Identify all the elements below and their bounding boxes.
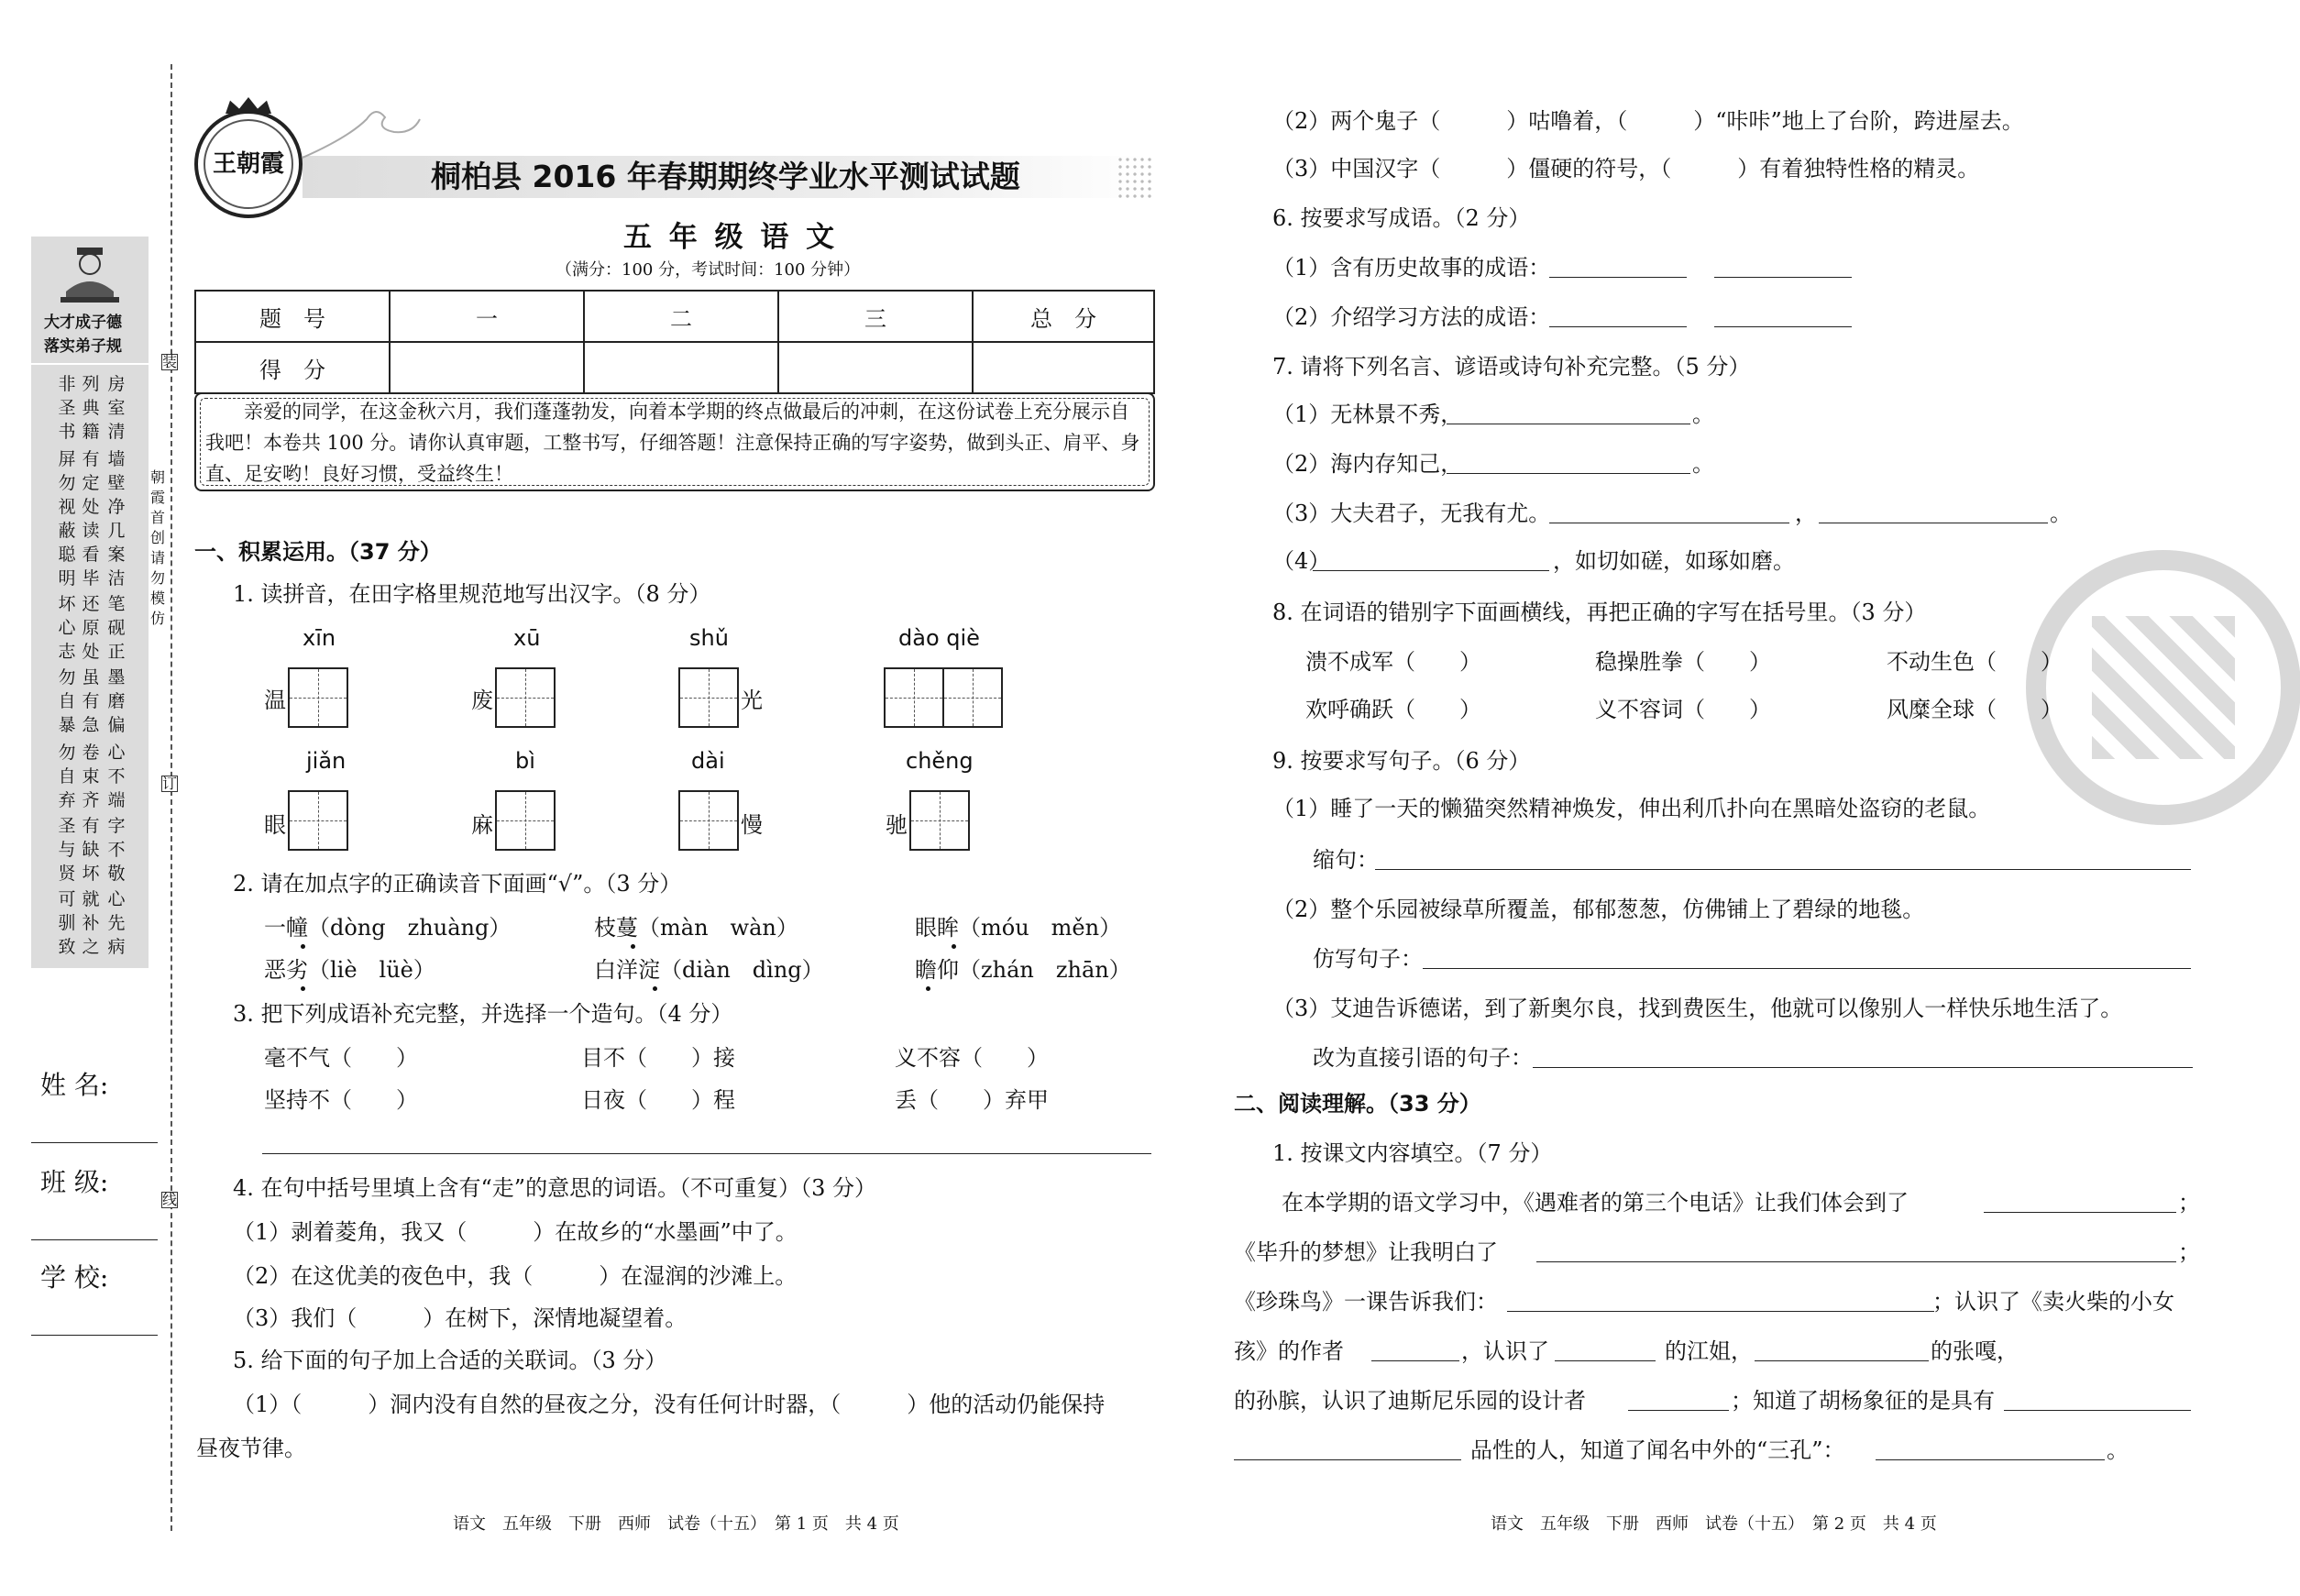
q7-item-tail: ，如切如磋，如琢如磨。 xyxy=(1553,548,1795,574)
q8-title: 8. 在词语的错别字下面画横线，再把正确的字写在括号里。（3 分） xyxy=(1272,600,1927,625)
q6-title: 6. 按要求写成语。（2 分） xyxy=(1272,205,1531,231)
score-header-cell: 二 xyxy=(584,291,778,342)
score-header-cell: 三 xyxy=(778,291,973,342)
char-before: 废 xyxy=(471,688,493,713)
sidebar-col: 字不敬 xyxy=(107,816,126,884)
q2-option[interactable]: 瞻仰（zhán zhān） xyxy=(915,957,1131,983)
pinyin-label: xū xyxy=(513,625,541,651)
q4-title: 4. 在句中括号里填上含有“走”的意思的词语。（不可重复）（3 分） xyxy=(233,1175,876,1201)
q7-period: 。 xyxy=(1692,451,1714,477)
q7-item: （4） xyxy=(1272,548,1331,574)
q8-item[interactable]: 欢呼确跃（ ） xyxy=(1305,697,1481,722)
q2-option[interactable]: 白洋淀（diàn dìng） xyxy=(594,957,824,983)
q8-item[interactable]: 不动生色（ ） xyxy=(1887,649,2063,675)
right-q5-item-3[interactable]: （3）中国汉字（ ）僵硬的符号，（ ）有着独特性格的精灵。 xyxy=(1272,156,1980,182)
para-answer-line[interactable] xyxy=(1234,1459,1461,1460)
score-cell[interactable] xyxy=(973,342,1154,393)
q2-option[interactable]: 眼眸（móu měn） xyxy=(915,915,1122,941)
q6-item: （1）含有历史故事的成语： xyxy=(1272,255,1551,281)
notice-text: 亲爱的同学，在这金秋六月，我们蓬蓬勃发，向着本学期的终点做最后的冲刺，在这份试卷上充分展示自我吧！本卷共 100 分。请你认真审题，工整书写，仔细答题！注意保持正确的写字姿势，做到头正、肩平、身直、足安哟！良好习惯，受益终生！ xyxy=(205,401,1140,485)
tianzige-box[interactable] xyxy=(884,667,944,728)
char-before: 麻 xyxy=(471,812,493,838)
seal-mark-zhuang: 装 xyxy=(162,353,178,370)
q9-answer-line[interactable] xyxy=(1533,1067,2193,1068)
q4-item[interactable]: （1）剥着菱角，我又（ ）在故乡的“水墨画”中了。 xyxy=(233,1219,798,1245)
tianzige-box[interactable] xyxy=(495,667,556,728)
sidebar-col: 勿自暴 xyxy=(58,667,76,735)
exam-subject: 五 年 级 语 文 xyxy=(623,221,839,254)
char-after: 慢 xyxy=(741,812,763,838)
q5-item-line1[interactable]: （1）（ ）洞内没有自然的昼夜之分，没有任何计时器，（ ）他的活动仍能保持 xyxy=(233,1392,1106,1417)
school-field[interactable] xyxy=(31,1335,158,1336)
para-answer-line[interactable] xyxy=(1371,1360,1459,1361)
para-answer-line[interactable] xyxy=(2004,1410,2191,1411)
para-line: 品性的人，知道了闻名中外的“三孔”： xyxy=(1470,1437,1845,1463)
tianzige-box[interactable] xyxy=(909,790,970,851)
q4-item[interactable]: （3）我们（ ）在树下，深情地凝望着。 xyxy=(233,1305,688,1331)
q3-item[interactable]: 日夜（ ）程 xyxy=(581,1087,735,1113)
sidebar-col: 坏心志 xyxy=(58,594,76,662)
para-line: 的孙膑，认识了迪斯尼乐园的设计者 xyxy=(1234,1388,1586,1414)
pinyin-label: chěng xyxy=(906,748,974,774)
notice-box xyxy=(194,392,1155,491)
q6-answer-line[interactable] xyxy=(1549,277,1687,278)
emphasis-dot xyxy=(301,986,305,991)
q2-option[interactable]: 枝蔓（màn wàn） xyxy=(594,915,798,941)
dot-pattern-decoration xyxy=(1117,156,1153,198)
pinyin-label: dài xyxy=(691,748,725,774)
right-q5-item-2[interactable]: （2）两个鬼子（ ）咕噜着，（ ）“咔咔”地上了台阶，跨进屋去。 xyxy=(1272,108,2024,134)
page-footer-left: 语文 五年级 下册 西师 试卷（十五） 第 1 页 共 4 页 xyxy=(453,1514,899,1534)
sidebar-col: 几案洁 xyxy=(107,521,126,589)
q7-item: （1）无林景不秀， xyxy=(1272,402,1463,427)
class-label: 班 级: xyxy=(40,1167,109,1197)
q4-item[interactable]: （2）在这优美的夜色中，我（ ）在湿润的沙滩上。 xyxy=(233,1263,798,1289)
para-line: 孩》的作者 xyxy=(1234,1338,1344,1364)
para-answer-line[interactable] xyxy=(1628,1410,1729,1411)
r-q1-title: 1. 按课文内容填空。（7 分） xyxy=(1272,1140,1553,1166)
para-semicolon: ； xyxy=(2178,1190,2200,1216)
pinyin-label: xīn xyxy=(303,625,336,651)
para-answer-line[interactable] xyxy=(1876,1459,2105,1460)
logo-crown-icon xyxy=(226,97,271,114)
sidebar-col: 虽有急 xyxy=(82,667,100,735)
q5-title: 5. 给下面的句子加上合适的关联词。（3 分） xyxy=(233,1348,667,1373)
pinyin-label: dào qiè xyxy=(898,625,980,651)
para-answer-line[interactable] xyxy=(1507,1311,1934,1312)
name-label: 姓 名: xyxy=(40,1070,109,1100)
q2-option[interactable]: 一幢（dòng zhuàng） xyxy=(264,915,512,941)
emphasis-dot xyxy=(653,986,657,991)
q5-item-line2: 昼夜节律。 xyxy=(196,1436,306,1461)
para-answer-line[interactable] xyxy=(1555,1360,1656,1361)
q9-item: （2）整个乐园被绿草所覆盖，郁郁葱葱，仿佛铺上了碧绿的地毯。 xyxy=(1272,897,1925,922)
score-header-cell: 题 号 xyxy=(195,291,390,342)
para-line: 在本学期的语文学习中，《遇难者的第三个电话》让我们体会到了 xyxy=(1282,1190,1909,1216)
score-row-label: 得 分 xyxy=(195,342,390,393)
q8-item[interactable]: 义不容词（ ） xyxy=(1595,697,1771,722)
sidebar-col: 有定处 xyxy=(82,449,100,517)
sidebar-col: 列典籍 xyxy=(82,374,100,442)
emphasis-dot xyxy=(952,944,956,949)
score-cell[interactable] xyxy=(584,342,778,393)
ribbon-decoration xyxy=(303,101,422,174)
sidebar-col: 心先病 xyxy=(107,889,126,957)
para-answer-line[interactable] xyxy=(1755,1360,1929,1361)
para-line: 《毕升的梦想》让我明白了 xyxy=(1234,1239,1498,1265)
sidebar-col: 房室清 xyxy=(107,374,126,442)
seal-mark-ding: 订 xyxy=(162,775,178,792)
q7-item: （2）海内存知己， xyxy=(1272,451,1463,477)
watermark-seal xyxy=(2026,550,2300,825)
name-field[interactable] xyxy=(31,1142,158,1143)
sidebar-col: 勿自弃 xyxy=(58,743,76,810)
para-answer-line[interactable] xyxy=(1984,1212,2176,1213)
sidebar-col: 非圣书 xyxy=(58,374,76,442)
sidebar-col: 墙壁净 xyxy=(107,449,126,517)
q8-item[interactable]: 风糜全球（ ） xyxy=(1887,697,2063,722)
seal-mark-xian: 线 xyxy=(162,1191,178,1208)
sidebar-motto-2: 落实弟子规 xyxy=(44,337,122,356)
q2-option[interactable]: 恶劣（liè lüè） xyxy=(264,957,435,983)
q8-item[interactable]: 稳操胜拳（ ） xyxy=(1595,649,1771,675)
q7-comma: ， xyxy=(1795,501,1817,526)
sidebar-col: 还原处 xyxy=(82,594,100,662)
para-semicolon: ； xyxy=(2178,1239,2200,1265)
scholar-figure-icon xyxy=(53,246,127,310)
score-header-cell: 总 分 xyxy=(973,291,1154,342)
sidebar-motto-1: 大才成子德 xyxy=(44,314,122,332)
q7-answer-line[interactable] xyxy=(1313,570,1549,571)
q3-item[interactable]: 义不容（ ） xyxy=(895,1045,1049,1071)
score-table xyxy=(194,290,1155,394)
sidebar-col: 墨磨偏 xyxy=(107,667,126,735)
q9-title: 9. 按要求写句子。（6 分） xyxy=(1272,748,1531,774)
q6-item: （2）介绍学习方法的成语： xyxy=(1272,304,1551,330)
tianzige-box[interactable] xyxy=(678,667,739,728)
q1-title: 1. 读拼音，在田字格里规范地写出汉字。（8 分） xyxy=(233,581,711,607)
q9-answer-line[interactable] xyxy=(1375,869,2191,870)
q7-item: （3）大夫君子，无我有尤。 xyxy=(1272,501,1551,526)
q7-period: 。 xyxy=(1692,402,1714,427)
score-cell[interactable] xyxy=(390,342,584,393)
para-line: 的江姐， xyxy=(1665,1338,1753,1364)
sidebar-col: 读看毕 xyxy=(82,521,100,589)
sidebar-col: 屏勿视 xyxy=(58,449,76,517)
q3-title: 3. 把下列成语补充完整，并选择一个造句。（4 分） xyxy=(233,1001,733,1027)
class-field[interactable] xyxy=(31,1239,158,1240)
q9-item: （3）艾迪告诉德诺，到了新奥尔良，找到费医生，他就可以像别人一样快乐地生活了。 xyxy=(1272,996,2123,1021)
q3-sentence-answer-line[interactable] xyxy=(262,1153,1151,1154)
q9-answer-label: 仿写句子： xyxy=(1313,946,1423,972)
char-before: 温 xyxy=(264,688,286,713)
sidebar-col: 卷束齐 xyxy=(82,743,100,810)
para-line-tail: ；认识了《卖火柴的小女 xyxy=(1932,1289,2174,1315)
binding-dashed-line xyxy=(171,64,172,1531)
q8-item[interactable]: 溃不成军（ ） xyxy=(1305,649,1481,675)
q3-item[interactable]: 坚持不（ ） xyxy=(264,1087,418,1113)
tianzige-box[interactable] xyxy=(942,667,1003,728)
q2-title: 2. 请在加点字的正确读音下面画“√”。（3 分） xyxy=(233,871,682,897)
sidebar-col: 可驯致 xyxy=(58,889,76,957)
pinyin-label: bì xyxy=(515,748,535,774)
q7-answer-line[interactable] xyxy=(1447,473,1690,474)
score-header-cell: 一 xyxy=(390,291,584,342)
exam-meta: （满分：100 分，考试时间：100 分钟） xyxy=(556,260,861,280)
para-line: 《珍珠鸟》一课告诉我们： xyxy=(1234,1289,1498,1315)
sidebar-col: 圣与贤 xyxy=(58,816,76,884)
brand-logo-text: 王朝霞 xyxy=(213,150,285,178)
sidebar-col: 有缺坏 xyxy=(82,816,100,884)
q7-period: 。 xyxy=(2050,501,2072,526)
sidebar-col: 心不端 xyxy=(107,743,126,810)
emphasis-dot xyxy=(301,944,305,949)
char-before: 眼 xyxy=(264,812,286,838)
section-1-title: 一、积累运用。（37 分） xyxy=(194,539,442,565)
score-table-score-row xyxy=(195,342,1154,393)
sidebar-col: 就补之 xyxy=(82,889,100,957)
char-after: 光 xyxy=(741,688,763,713)
char-before: 驰 xyxy=(886,812,908,838)
para-line-tail: ；知道了胡杨象征的是具有 xyxy=(1731,1388,1995,1414)
score-cell[interactable] xyxy=(778,342,973,393)
emphasis-dot xyxy=(631,944,635,949)
para-line: 的张嘎， xyxy=(1931,1338,2019,1364)
q6-answer-line[interactable] xyxy=(1549,326,1687,327)
emphasis-dot xyxy=(926,986,930,991)
q3-item[interactable]: 毫不气（ ） xyxy=(264,1045,418,1071)
pinyin-label: jiǎn xyxy=(306,748,347,774)
tianzige-box[interactable] xyxy=(678,790,739,851)
exam-title: 桐柏县 2016 年春期期终学业水平测试试题 xyxy=(431,159,1020,194)
q7-title: 7. 请将下列名言、谚语或诗句补充完整。（5 分） xyxy=(1272,354,1751,380)
q9-answer-line[interactable] xyxy=(1423,968,2191,969)
para-answer-line[interactable] xyxy=(1536,1261,2176,1262)
q9-item: （1）睡了一天的懒猫突然精神焕发，伸出利爪扑向在黑暗处盗窃的老鼠。 xyxy=(1272,796,1991,821)
q6-answer-line[interactable] xyxy=(1714,326,1852,327)
section-2-title: 二、阅读理解。（33 分） xyxy=(1234,1091,1481,1117)
tianzige-box[interactable] xyxy=(495,790,556,851)
brand-logo xyxy=(194,110,303,218)
page-footer-right: 语文 五年级 下册 西师 试卷（十五） 第 2 页 共 4 页 xyxy=(1491,1514,1937,1534)
para-line: ，认识了 xyxy=(1461,1338,1549,1364)
sidebar-col: 蔽聪明 xyxy=(58,521,76,589)
sidebar-col: 笔砚正 xyxy=(107,594,126,662)
q9-answer-label: 缩句： xyxy=(1313,847,1379,873)
q3-item[interactable]: 丢（ ）弃甲 xyxy=(895,1087,1049,1113)
para-period: 。 xyxy=(2107,1437,2129,1463)
q6-answer-line[interactable] xyxy=(1714,277,1852,278)
school-label: 学 校: xyxy=(40,1262,109,1293)
pinyin-label: shǔ xyxy=(689,625,729,651)
q3-item[interactable]: 目不（ ）接 xyxy=(581,1045,735,1071)
copyright-note: 朝霞首创 请勿模仿 xyxy=(149,468,181,627)
tianzige-box[interactable] xyxy=(288,790,348,851)
score-table-header-row xyxy=(195,291,1154,342)
tianzige-box[interactable] xyxy=(288,667,348,728)
q9-answer-label: 改为直接引语的句子： xyxy=(1313,1045,1533,1071)
sidebar-divider xyxy=(31,363,149,365)
